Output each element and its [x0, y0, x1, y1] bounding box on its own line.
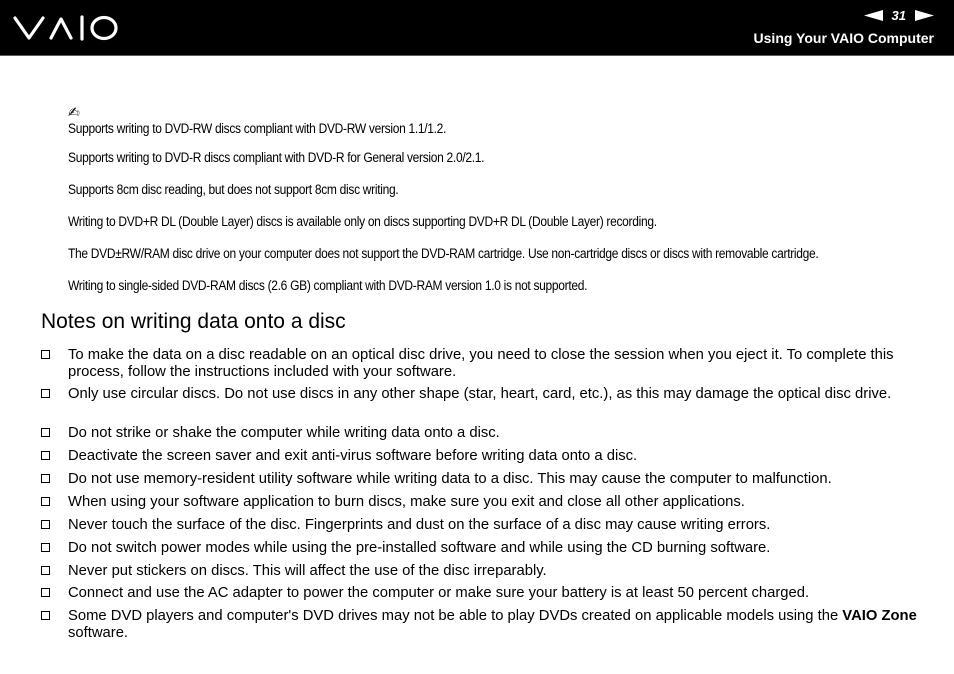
list-item-text: When using your software application to burn discs, make sure you exit and close all other applications. [68, 494, 745, 510]
checkbox-bullet-icon [41, 520, 50, 529]
note-line: Supports 8cm disc reading, but does not support 8cm disc writing. [68, 182, 399, 197]
checkbox-bullet-icon [41, 474, 50, 483]
checkbox-bullet-icon [41, 566, 50, 575]
note-line: The DVD±RW/RAM disc drive on your computer does not support the DVD-RAM cartridge. Use non-cartridge discs or discs with removable cartridge. [68, 246, 819, 261]
list-item-text: Only use circular discs. Do not use discs in any other shape (star, heart, card, etc.), as this may damage the optical disc drive. [68, 386, 892, 402]
page-number: 31 [891, 7, 906, 23]
list-item-text: Do not switch power modes while using the pre-installed software and while using the CD burning software. [68, 540, 771, 556]
checkbox-bullet-icon [41, 451, 50, 460]
list-item-text: Do not strike or shake the computer while writing data onto a disc. [68, 425, 500, 441]
list-item-text: Do not use memory-resident utility software while writing data to a disc. This may cause the computer to malfunction. [68, 471, 832, 487]
page-navigation [864, 7, 934, 23]
vaio-logo [13, 14, 121, 42]
checkbox-bullet-icon [41, 543, 50, 552]
list-item-text: Never touch the surface of the disc. Fingerprints and dust on the surface of a disc may cause writing errors. [68, 517, 771, 533]
note-line: Supports writing to DVD-R discs compliant with DVD-R for General version 2.0/2.1. [68, 150, 485, 165]
section-title: Using Your VAIO Computer [753, 30, 934, 46]
pencil-note-icon: ✍ [68, 104, 80, 120]
checkbox-bullet-icon [41, 611, 50, 620]
list-item-text: Deactivate the screen saver and exit anti-virus software before writing data onto a disc. [68, 448, 638, 464]
header-bar [0, 0, 954, 56]
checkbox-bullet-icon [41, 497, 50, 506]
list-item-text: Connect and use the AC adapter to power the computer or make sure your battery is at least 50 percent charged. [68, 585, 810, 601]
list-item-text: To make the data on a disc readable on an optical disc drive, you need to close the session when you eject it. To complete this process, follow the instructions included with your software. [68, 347, 894, 380]
list-item-text-start: Some DVD players and computer's DVD drives may not be able to play DVDs created on applicable models using the [68, 608, 843, 624]
note-line: Writing to DVD+R DL (Double Layer) discs is available only on discs supporting DVD+R DL (Double Layer) recording. [68, 214, 657, 229]
note-line: Supports writing to DVD-RW discs compliant with DVD-RW version 1.1/1.2. [68, 121, 447, 136]
note-line: Writing to single-sided DVD-RAM discs (2.6 GB) compliant with DVD-RAM version 1.0 is not supported. [68, 278, 588, 293]
checkbox-bullet-icon [41, 389, 50, 398]
vaio-zone-software-name: VAIO Zone [842, 608, 917, 624]
section-heading: Notes on writing data onto a disc [41, 310, 346, 333]
checkbox-bullet-icon [41, 350, 50, 359]
left-arrow-icon[interactable] [864, 10, 883, 21]
list-item-text [68, 608, 918, 641]
checkbox-bullet-icon [41, 588, 50, 597]
list-item-text-end: software. [68, 624, 129, 641]
right-arrow-icon[interactable] [915, 10, 934, 21]
checkbox-bullet-icon [41, 428, 50, 437]
list-item-text: Never put stickers on discs. This will affect the use of the disc irreparably. [68, 563, 547, 579]
